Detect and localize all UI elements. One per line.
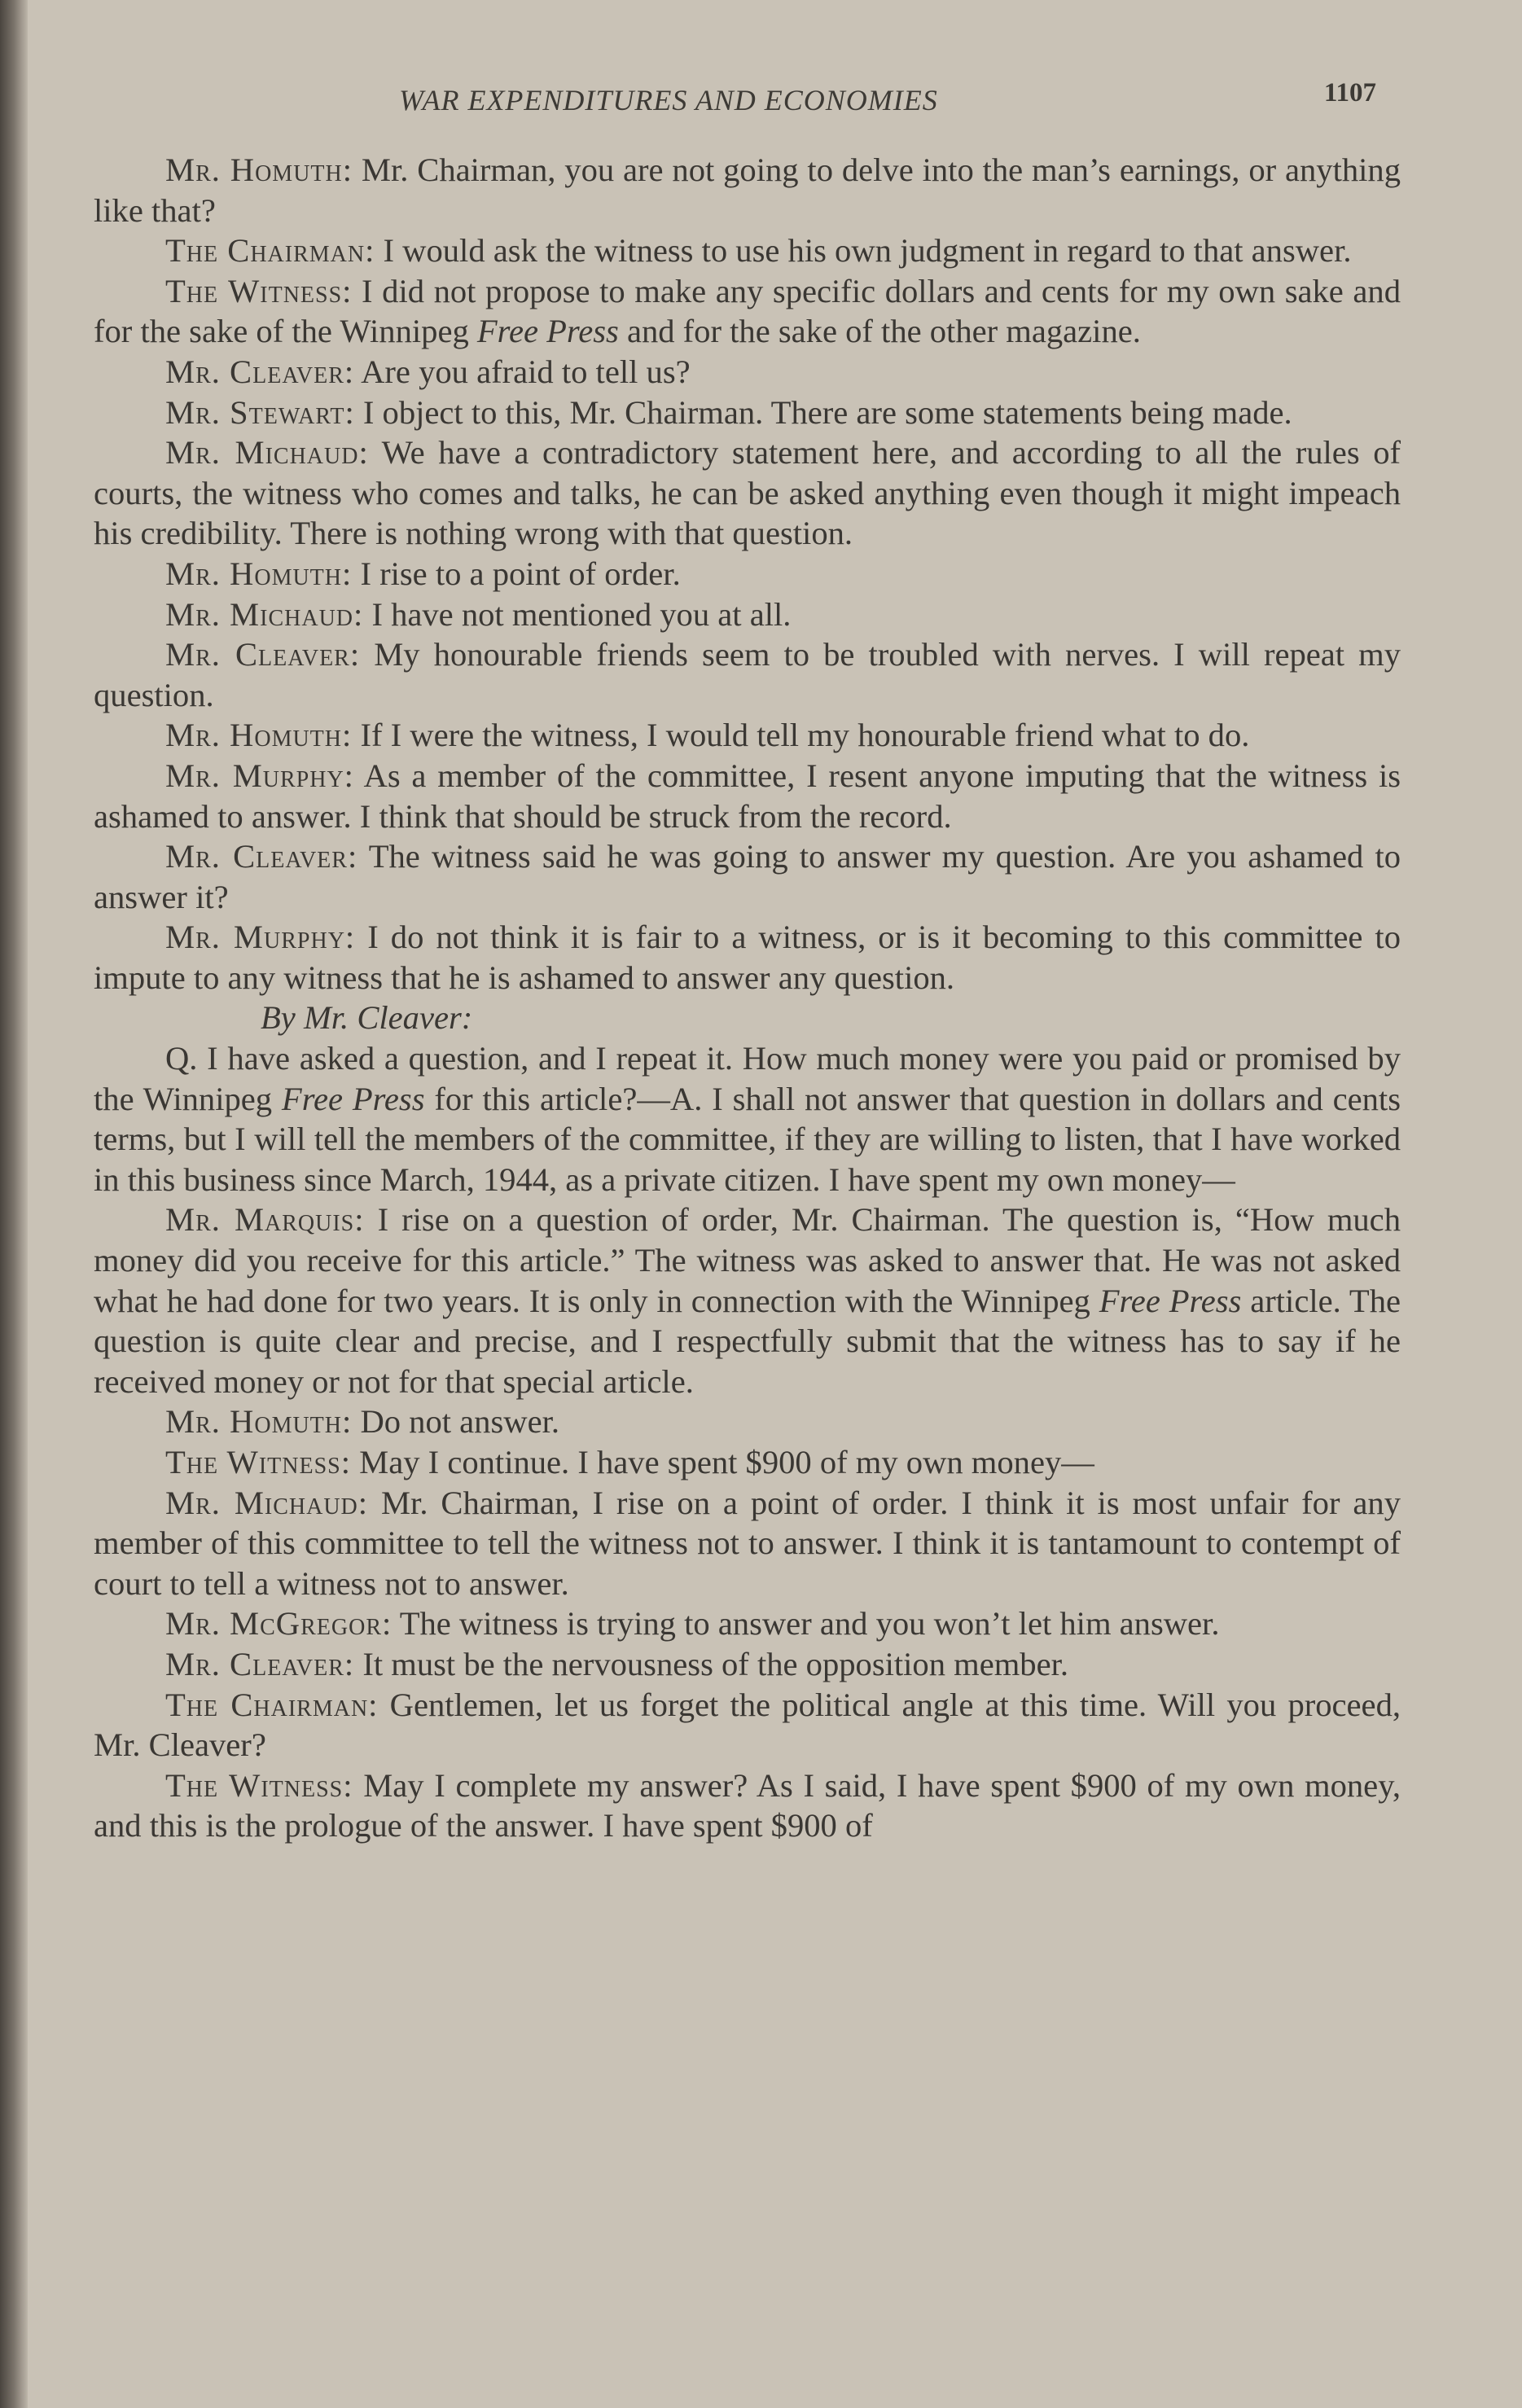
paragraph — [94, 1442, 1401, 1483]
speaker-name: Mr. Murphy: — [165, 919, 356, 956]
paragraph-text: Gentlemen, let us forget the political angle at this time. Will you proceed, Mr. Cleaver? — [94, 1686, 1401, 1764]
qa-text: for this article?—A. I shall not answer that question in dollars and cents terms, but I will tell the members of the committee, if they are willing to listen, that I have worked in this business since March, 1944, as a private citizen. I have spent my own money— — [94, 1080, 1401, 1198]
speaker-name: Mr. Homuth: — [165, 717, 353, 754]
paragraph-text: I object to this, Mr. Chairman. There are some statements being made. — [354, 393, 1292, 431]
speaker-name: Mr. Homuth: — [165, 1403, 353, 1441]
transcript-body — [94, 150, 1401, 1846]
newspaper-title: Free Press — [281, 1080, 425, 1117]
paragraph-text: Mr. Chairman, you are not going to delve into the man’s earnings, or anything like that? — [94, 151, 1401, 229]
paragraph — [94, 352, 1401, 393]
paragraph-text: As a member of the committee, I resent anyone imputing that the witness is ashamed to answer. I think that should be struck from the record. — [94, 757, 1401, 835]
newspaper-title: Free Press — [1099, 1282, 1242, 1319]
speaker-name: Mr. Homuth: — [165, 555, 353, 592]
paragraph-text: I rise on a question of order, Mr. Chairman. The question is, “How much money did you receive for this article.” The witness was asked to answer that. He was not asked what he had done for two years. It is only in connection with the Winnipeg — [94, 1201, 1401, 1319]
paragraph — [94, 594, 1401, 635]
paragraph-text: The witness is trying to answer and you won’t let him answer. — [392, 1605, 1220, 1643]
speaker-name: The Chairman: — [165, 1686, 379, 1723]
paragraph — [94, 1200, 1401, 1401]
paragraph — [94, 1765, 1401, 1846]
paragraph — [94, 393, 1401, 433]
paragraph — [94, 554, 1401, 594]
speaker-name: Mr. Michaud: — [165, 595, 364, 633]
paragraph-text: article. The question is quite clear and precise, and I respectfully submit that the witness has to say if he received money or not for that special article. — [94, 1282, 1401, 1400]
paragraph-text: and for the sake of the other magazine. — [618, 313, 1141, 350]
speaker-name: The Chairman: — [165, 232, 375, 270]
speaker-name: Mr. Murphy: — [165, 757, 354, 794]
paragraph — [94, 150, 1401, 230]
paragraph-text: I rise to a point of order. — [352, 555, 681, 592]
paragraph-text: Mr. Chairman, I rise on a point of order. I think it is most unfair for any member of this committee to tell the witness not to answer. I think it is tantamount to contempt of court to tell a witness not to answer. — [94, 1484, 1401, 1602]
question-answer — [94, 1038, 1401, 1200]
paragraph-text: I would ask the witness to use his own judgment in regard to that answer. — [375, 232, 1352, 270]
paragraph-text: If I were the witness, I would tell my honourable friend what to do. — [352, 717, 1250, 754]
paragraph — [94, 1603, 1401, 1644]
page-header — [98, 78, 1376, 127]
paragraph — [94, 432, 1401, 554]
speaker-name: Mr. Cleaver: — [165, 353, 355, 390]
paragraph — [94, 917, 1401, 998]
qa-text: Q. I have asked a question, and I repeat it. How much money were you paid or promised by the Winnipeg — [94, 1040, 1401, 1117]
paragraph — [94, 756, 1401, 836]
book-spine-shadow — [0, 0, 28, 2408]
speaker-name: The Witness: — [165, 1444, 351, 1480]
paragraph — [94, 1685, 1401, 1765]
newspaper-title: Free Press — [476, 313, 619, 350]
speaker-name: The Witness: — [165, 272, 353, 309]
paragraph-text: May I continue. I have spent $900 of my own money— — [351, 1444, 1094, 1480]
speaker-name: Mr. McGregor: — [165, 1605, 393, 1643]
paragraph-text: It must be the nervousness of the opposition member. — [354, 1645, 1069, 1682]
paragraph-text: I have not mentioned you at all. — [363, 595, 792, 633]
speaker-name: Mr. Michaud: — [165, 1484, 369, 1521]
paragraph-text: I did not propose to make any specific dollars and cents for my own sake and for the sake of the Winnipeg — [94, 272, 1401, 350]
paragraph — [94, 715, 1401, 756]
paragraph — [94, 836, 1401, 917]
speaker-name: Mr. Michaud: — [165, 434, 369, 472]
section-heading: By Mr. Cleaver: — [261, 999, 473, 1037]
speaker-name: Mr. Marquis: — [165, 1201, 365, 1239]
paragraph-text: May I complete my answer? As I said, I have spent $900 of my own money, and this is the prologue of the answer. I have spent $900 of — [94, 1766, 1401, 1844]
paragraph — [94, 1483, 1401, 1604]
running-title: WAR EXPENDITURES AND ECONOMIES — [399, 84, 938, 116]
page-number: 1107 — [1323, 78, 1376, 107]
speaker-name: Mr. Cleaver: — [165, 636, 361, 673]
paragraph-text: The witness said he was going to answer my question. Are you ashamed to answer it? — [94, 838, 1401, 915]
speaker-name: Mr. Cleaver: — [165, 838, 358, 875]
paragraph — [94, 271, 1401, 352]
speaker-name: Mr. Cleaver: — [165, 1645, 355, 1682]
speaker-name: Mr. Homuth: — [165, 151, 353, 188]
paragraph — [94, 1401, 1401, 1442]
paragraph-text: Do not answer. — [352, 1403, 559, 1441]
paragraph-text: I do not think it is fair to a witness, or is it becoming to this committee to impute to any witness that he is ashamed to answer any question. — [94, 919, 1401, 996]
paragraph-text: We have a contradictory statement here, and according to all the rules of courts, the witness who comes and talks, he can be asked anything even though it might impeach his credibility. There is nothing wrong with that question. — [94, 434, 1401, 552]
paragraph-text: My honourable friends seem to be troubled with nerves. I will repeat my question. — [94, 636, 1401, 713]
speaker-name: The Witness: — [165, 1766, 353, 1804]
paragraph-text: Are you afraid to tell us? — [354, 353, 691, 390]
paragraph — [94, 230, 1401, 271]
paragraph — [94, 634, 1401, 715]
speaker-name: Mr. Stewart: — [165, 393, 355, 431]
paragraph — [94, 1644, 1401, 1685]
